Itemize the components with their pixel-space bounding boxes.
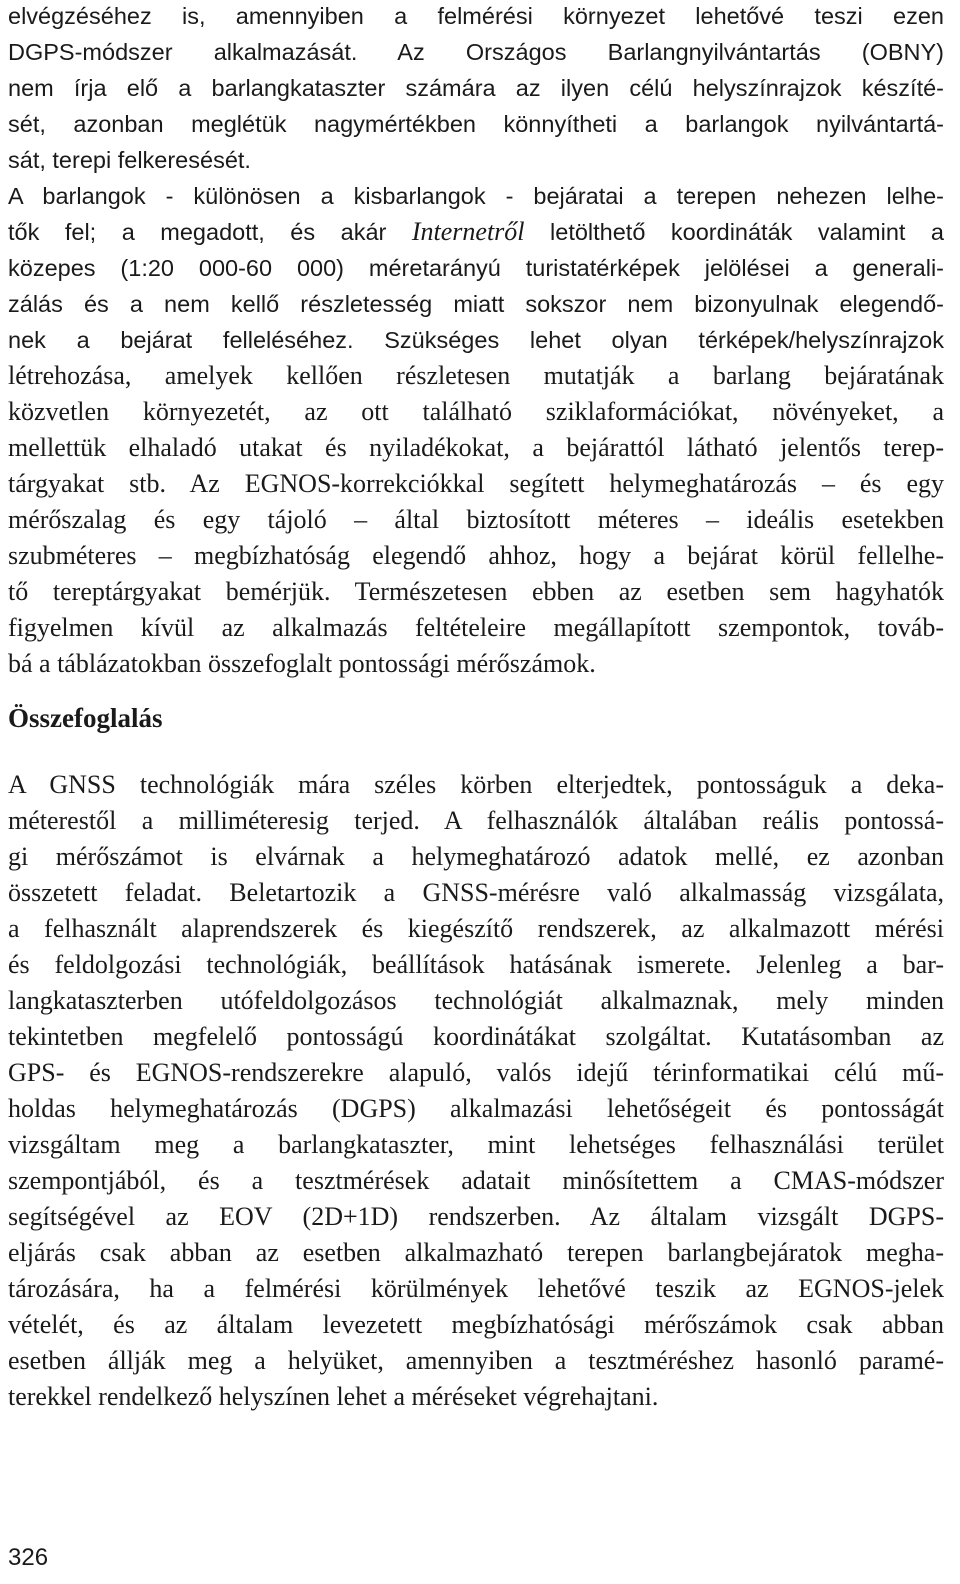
text-line: gi mérőszámot is elvárnak a helymeghatározó adatok mellé, ez azonban: [8, 842, 944, 871]
text-line: nek a bejárat felleléséhez. Szükséges lehet olyan térképek/helyszínrajzok: [8, 327, 944, 353]
text-line: figyelmen kívül az alkalmazás feltételeire megállapított szempontok, továb-: [8, 613, 944, 642]
text-line: esetben állják meg a helyüket, amennyiben a tesztméréshez hasonló paramé-: [8, 1346, 944, 1375]
text-line: közepes (1:20 000-60 000) méretarányú turistatérképek jelölései a generali-: [8, 255, 944, 281]
text-line: zálás és a nem kellő részletesség miatt sokszor nem bizonyulnak elegendő-: [8, 291, 944, 317]
text-line: A barlangok - különösen a kisbarlangok - bejáratai a terepen nehezen lelhe-: [8, 183, 944, 209]
text-line: terekkel rendelkező helyszínen lehet a méréseket végrehajtani.: [8, 1382, 659, 1411]
text-line: tő tereptárgyakat bemérjük. Természetesen ebben az esetben sem hagyhatók: [8, 577, 944, 606]
text-line: létrehozása, amelyek kellően részletesen mutatják a barlang bejáratának: [8, 361, 944, 390]
text-line: segítségével az EOV (2D+1D) rendszerben. Az általam vizsgált DGPS-: [8, 1202, 944, 1231]
text-line: közvetlen környezetét, az ott található sziklaformációkat, növényeket, a: [8, 397, 944, 426]
text-segment: letölthető koordináták valamint a: [524, 219, 944, 245]
text-line: eljárás csak abban az esetben alkalmazható terepen barlangbejáratok megha-: [8, 1238, 944, 1267]
page-number: 326: [8, 1544, 49, 1571]
italic-term: Internetről: [411, 217, 525, 246]
text-line: holdas helymeghatározás (DGPS) alkalmazási lehetőségeit és pontosságát: [8, 1094, 944, 1123]
text-line: elvégzéséhez is, amennyiben a felmérési környezet lehetővé teszi ezen: [8, 3, 944, 29]
text-line: langkataszterben utófeldolgozásos technológiát alkalmaznak, mely minden: [8, 986, 944, 1015]
text-line: nem írja elő a barlangkataszter számára az ilyen célú helyszínrajzok készíté-: [8, 75, 944, 101]
section-heading: Összefoglalás: [8, 703, 163, 733]
text-line: sét, azonban meglétük nagymértékben könnyítheti a barlangok nyilvántartá-: [8, 111, 944, 137]
text-line: sát, terepi felkeresését.: [8, 147, 251, 173]
text-line: tározására, ha a felmérési körülmények lehetővé teszik az EGNOS-jelek: [8, 1274, 944, 1303]
text-line: GPS- és EGNOS-rendszerekre alapuló, valós idejű térinformatikai célú mű-: [8, 1058, 944, 1087]
text-line: DGPS-módszer alkalmazását. Az Országos Barlangnyilvántartás (OBNY): [8, 39, 944, 65]
text-line: szempontjából, és a tesztmérések adatait minősítettem a CMAS-módszer: [8, 1166, 944, 1195]
text-line: A GNSS technológiák mára széles körben elterjedtek, pontosságuk a deka-: [8, 770, 944, 799]
text-line: tárgyakat stb. Az EGNOS-korrekciókkal segített helymeghatározás – és egy: [8, 469, 944, 498]
text-line: és feldolgozási technológiák, beállítások hatásának ismerete. Jelenleg a bar-: [8, 950, 944, 979]
text-line: összetett feladat. Beletartozik a GNSS-mérésre való alkalmasság vizsgálata,: [8, 878, 944, 907]
text-line: vizsgáltam meg a barlangkataszter, mint lehetséges felhasználási terület: [8, 1130, 944, 1159]
text-line: bá a táblázatokban összefoglalt pontossági mérőszámok.: [8, 649, 596, 678]
text-line: vételét, és az általam levezetett megbízhatósági mérőszámok csak abban: [8, 1310, 944, 1339]
text-line: tekintetben megfelelő pontosságú koordinátákat szolgáltat. Kutatásomban az: [8, 1022, 944, 1051]
text-line: mellettük elhaladó utakat és nyiladékokat, a bejárattól látható jelentős terep-: [8, 433, 944, 462]
text-line: [8, 214, 944, 250]
text-segment: tők fel; a megadott, és akár: [8, 219, 412, 245]
text-line: szubméteres – megbízhatóság elegendő ahhoz, hogy a bejárat körül fellelhe-: [8, 541, 944, 570]
text-line: a felhasznált alaprendszerek és kiegészítő rendszerek, az alkalmazott mérési: [8, 914, 944, 943]
text-line: mérőszalag és egy tájoló – által biztosított méteres – ideális esetekben: [8, 505, 944, 534]
text-line: méterestől a milliméteresig terjed. A felhasználók általában reális pontossá-: [8, 806, 944, 835]
